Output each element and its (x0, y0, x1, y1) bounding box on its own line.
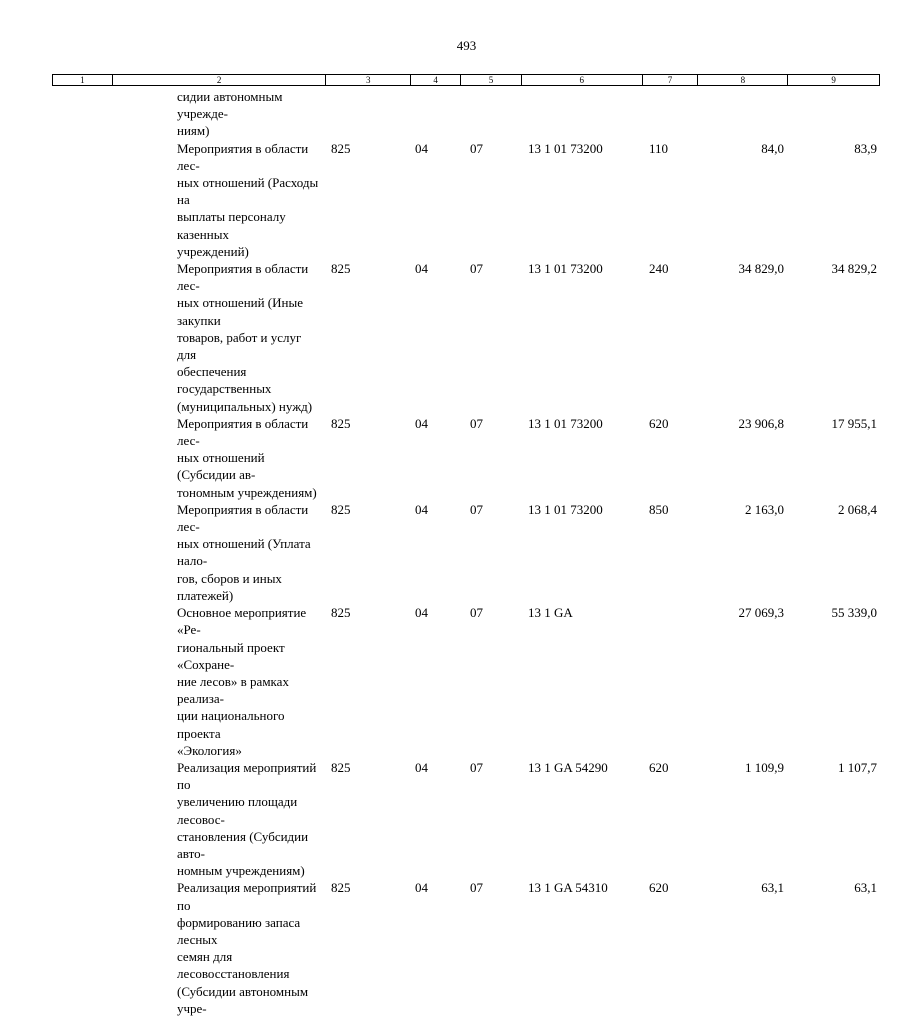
subsection-code-cell: 07 (470, 880, 483, 896)
table-row (52, 415, 880, 501)
expense-type-cell: 620 (649, 759, 669, 775)
target-article-cell (521, 88, 642, 140)
section-code-cell: 04 (415, 501, 428, 517)
subsection-code-cell: 07 (470, 140, 483, 156)
expense-type-cell: 850 (649, 501, 669, 517)
row-name-cell (111, 260, 325, 415)
subsection-code-cell: 07 (470, 261, 483, 277)
table-row (52, 604, 880, 759)
table-row (52, 759, 880, 879)
column-number-2: 2 (112, 75, 325, 85)
row-name-line: Основное мероприятие «Ре- (177, 605, 307, 638)
amount-plan-cell: 27 069,3 (738, 605, 784, 621)
row-name-line: Мероприятия в области лес- (177, 261, 309, 294)
subsection-code-cell: 07 (470, 415, 483, 431)
table-row (52, 501, 880, 604)
row-name-line: Мероприятия в области лес- (177, 415, 309, 449)
ministry-code-cell: 825 (331, 880, 351, 896)
row-name-line: ных отношений (Субсидии ав- (177, 450, 265, 483)
table-row (52, 140, 880, 260)
section-code-cell: 04 (415, 880, 428, 896)
row-name-line: гов, сборов и иных платежей) (177, 570, 282, 603)
column-number-8: 8 (697, 75, 787, 85)
ministry-code-cell (325, 88, 410, 140)
row-name-line: номным учреждениям) (177, 863, 305, 879)
target-article-cell: 13 1 01 73200 (528, 501, 603, 517)
amount-actual-cell: 63,1 (854, 880, 877, 896)
expense-type-cell: 620 (649, 880, 669, 896)
row-name-line: обеспечения государственных (177, 364, 272, 397)
table-row (52, 879, 880, 1017)
row-name-line: ниям) (177, 123, 210, 139)
row-name-line: Мероприятия в области лес- (177, 501, 309, 535)
amount-plan-cell: 23 906,8 (738, 415, 784, 431)
table-header-row (52, 74, 880, 86)
row-number-cell (52, 260, 111, 415)
row-name-line: сидии автономным учрежде- (177, 89, 283, 122)
expense-type-cell: 240 (649, 261, 669, 277)
section-code-cell (410, 88, 460, 140)
page-number: 493 (456, 38, 477, 53)
row-name-cell (111, 140, 325, 260)
row-number-cell (52, 879, 111, 1017)
row-number-cell (52, 415, 111, 501)
amount-actual-cell: 1 107,7 (838, 759, 877, 775)
row-number-cell (52, 604, 111, 759)
row-name-cell (111, 759, 325, 879)
target-article-cell: 13 1 GA 54310 (528, 880, 608, 896)
target-article-cell: 13 1 GA (528, 605, 573, 621)
table-body (52, 88, 880, 1017)
row-name-line: Реализация мероприятий по (177, 880, 317, 913)
amount-actual-cell: 2 068,4 (838, 501, 877, 517)
row-name-line: «Экология» (177, 742, 242, 758)
target-article-cell: 13 1 01 73200 (528, 140, 603, 156)
row-name-line: становления (Субсидии авто- (177, 828, 309, 861)
table-row (52, 260, 880, 415)
table-row (52, 88, 880, 140)
target-article-cell: 13 1 01 73200 (528, 261, 603, 277)
ministry-code-cell: 825 (331, 140, 351, 156)
row-name-line: ции национального проекта (177, 708, 285, 741)
ministry-code-cell: 825 (331, 261, 351, 277)
row-name-cell (111, 88, 325, 140)
row-name-cell (111, 879, 325, 1017)
section-code-cell: 04 (415, 605, 428, 621)
subsection-code-cell: 07 (470, 759, 483, 775)
target-article-cell: 13 1 GA 54290 (528, 759, 608, 775)
amount-plan-cell: 2 163,0 (745, 501, 784, 517)
row-name-line: товаров, работ и услуг для (177, 329, 302, 363)
amount-actual-cell: 55 339,0 (831, 605, 877, 621)
subsection-code-cell: 07 (470, 605, 483, 621)
target-article-cell: 13 1 01 73200 (528, 415, 603, 431)
section-code-cell: 04 (415, 261, 428, 277)
subsection-code-cell: 07 (470, 501, 483, 517)
amount-plan-cell: 34 829,0 (738, 261, 784, 277)
column-number-3: 3 (325, 75, 410, 85)
section-code-cell: 04 (415, 140, 428, 156)
row-name-line: Мероприятия в области лес- (177, 140, 309, 173)
row-name-line: Реализация мероприятий по (177, 759, 317, 793)
row-name-line: тономным учреждениям) (177, 484, 317, 500)
column-number-1: 1 (80, 75, 85, 85)
section-code-cell: 04 (415, 415, 428, 431)
row-name-line: учреждений) (177, 243, 249, 259)
amount-plan-cell: 84,0 (761, 140, 784, 156)
row-name-line: увеличению площади лесовос- (177, 794, 298, 827)
row-name-line: ние лесов» в рамках реализа- (177, 673, 289, 707)
subsection-code-cell (460, 88, 521, 140)
section-code-cell: 04 (415, 759, 428, 775)
amount-actual-cell: 83,9 (854, 140, 877, 156)
amount-plan-cell: 63,1 (761, 880, 784, 896)
amount-actual-cell: 34 829,2 (831, 261, 877, 277)
expense-type-cell (642, 604, 698, 759)
column-number-6: 6 (521, 75, 642, 85)
expense-type-cell: 110 (649, 140, 669, 156)
row-name-line: формированию запаса лесных (177, 914, 301, 947)
expense-type-cell: 620 (649, 415, 669, 431)
row-number-cell (52, 88, 111, 140)
row-name-line: выплаты персоналу казенных (177, 209, 286, 242)
ministry-code-cell: 825 (331, 605, 351, 621)
row-name-line: ных отношений (Уплата нало- (177, 536, 311, 569)
row-name-cell (111, 415, 325, 501)
column-number-4: 4 (410, 75, 460, 85)
amount-plan-cell: 1 109,9 (745, 759, 784, 775)
row-number-cell (52, 501, 111, 604)
row-name-line: (Субсидии автономным учре- (177, 983, 309, 1016)
ministry-code-cell: 825 (331, 759, 351, 775)
row-name-cell (111, 604, 325, 759)
row-number-cell (52, 140, 111, 260)
amount-plan-cell (698, 88, 788, 140)
row-name-line: ных отношений (Иные закупки (177, 295, 303, 328)
row-name-line: семян для лесовосстановления (177, 949, 290, 982)
column-number-5: 5 (460, 75, 521, 85)
column-number-9: 9 (787, 75, 879, 85)
amount-actual-cell: 17 955,1 (831, 415, 877, 431)
ministry-code-cell: 825 (331, 501, 351, 517)
row-name-cell (111, 501, 325, 604)
row-name-line: ных отношений (Расходы на (177, 175, 319, 208)
ministry-code-cell: 825 (331, 415, 351, 431)
expense-type-cell (642, 88, 698, 140)
row-name-line: (муниципальных) нужд) (177, 398, 313, 414)
amount-actual-cell (788, 88, 880, 140)
row-name-line: гиональный проект «Сохране- (177, 639, 285, 672)
column-number-7: 7 (642, 75, 698, 85)
row-number-cell (52, 759, 111, 879)
